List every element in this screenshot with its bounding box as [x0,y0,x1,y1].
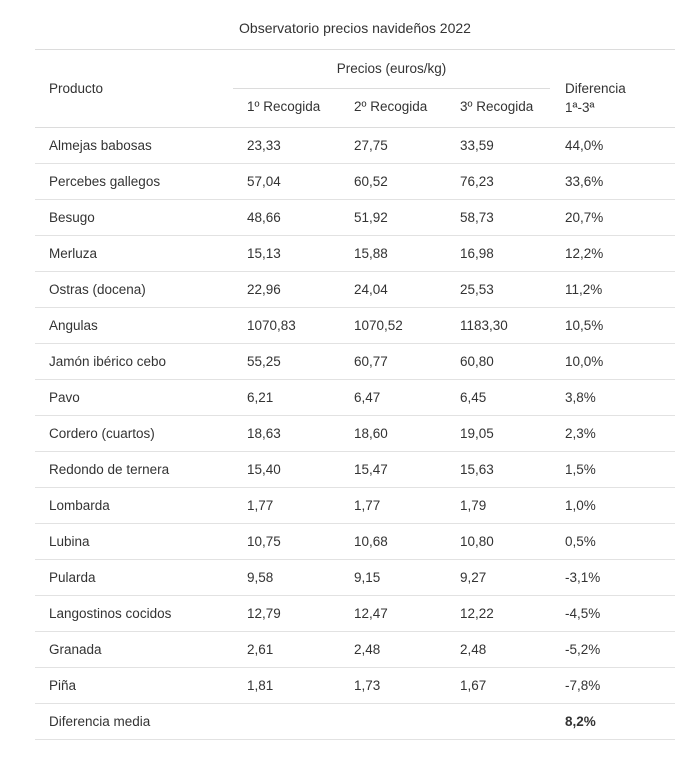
cell-recogida-1: 57,04 [247,174,281,189]
cell-recogida-3: 16,98 [460,246,494,261]
cell-recogida-2: 60,52 [354,174,388,189]
cell-producto: Besugo [49,210,95,225]
cell-recogida-3: 76,23 [460,174,494,189]
cell-recogida-3: 25,53 [460,282,494,297]
divider [233,88,550,89]
cell-recogida-3: 6,45 [460,390,487,405]
cell-diferencia: 1,0% [565,498,596,513]
cell-recogida-1: 15,40 [247,462,281,477]
table-row [35,164,675,200]
table-row [35,416,675,452]
header-recogida-2: 2º Recogida [354,99,428,114]
cell-recogida-1: 22,96 [247,282,281,297]
cell-recogida-3: 15,63 [460,462,494,477]
header-producto: Producto [49,81,104,96]
cell-recogida-2: 1,73 [354,678,381,693]
cell-recogida-3: 1,67 [460,678,487,693]
divider [35,49,675,50]
header-diferencia: Diferencia [565,81,626,96]
cell-recogida-2: 24,04 [354,282,388,297]
cell-producto: Percebes gallegos [49,174,161,189]
header-recogida-3: 3º Recogida [460,99,534,114]
cell-diferencia: 0,5% [565,534,596,549]
cell-diferencia: 2,3% [565,426,596,441]
table-body [35,128,675,740]
cell-producto: Pavo [49,390,80,405]
cell-recogida-3: 12,22 [460,606,494,621]
cell-diferencia: 10,0% [565,354,604,369]
cell-recogida-2: 9,15 [354,570,381,585]
cell-recogida-3: 10,80 [460,534,494,549]
cell-recogida-2: 10,68 [354,534,388,549]
table-row [35,380,675,416]
cell-diferencia: 11,2% [565,282,603,297]
cell-recogida-3: 2,48 [460,642,487,657]
cell-recogida-2: 27,75 [354,138,388,153]
cell-diferencia: -3,1% [565,570,601,585]
table-row [35,236,675,272]
cell-recogida-1: 1070,83 [247,318,296,333]
cell-recogida-2: 2,48 [354,642,381,657]
cell-producto: Angulas [49,318,98,333]
cell-producto: Langostinos cocidos [49,606,172,621]
cell-producto: Lombarda [49,498,110,513]
cell-recogida-3: 58,73 [460,210,494,225]
cell-producto: Ostras (docena) [49,282,146,297]
cell-recogida-2: 51,92 [354,210,388,225]
cell-diferencia: 33,6% [565,174,604,189]
cell-recogida-1: 1,81 [247,678,274,693]
footer-value: 8,2% [565,714,596,729]
cell-recogida-1: 10,75 [247,534,281,549]
cell-producto: Almejas babosas [49,138,152,153]
cell-recogida-2: 1,77 [354,498,381,513]
cell-producto: Granada [49,642,102,657]
table-row [35,488,675,524]
cell-diferencia: -5,2% [565,642,601,657]
cell-recogida-3: 33,59 [460,138,494,153]
table-row [35,452,675,488]
cell-diferencia: 1,5% [565,462,596,477]
cell-producto: Pularda [49,570,96,585]
cell-recogida-1: 48,66 [247,210,281,225]
cell-recogida-1: 15,13 [247,246,281,261]
cell-diferencia: 3,8% [565,390,596,405]
cell-diferencia: -4,5% [565,606,601,621]
table-row [35,560,675,596]
cell-recogida-1: 1,77 [247,498,274,513]
cell-recogida-1: 23,33 [247,138,281,153]
cell-recogida-1: 9,58 [247,570,274,585]
footer-label: Diferencia media [49,714,151,729]
cell-diferencia: 20,7% [565,210,604,225]
header-recogida-1: 1º Recogida [247,99,321,114]
cell-recogida-3: 60,80 [460,354,494,369]
cell-recogida-2: 15,47 [354,462,388,477]
cell-recogida-1: 6,21 [247,390,274,405]
cell-recogida-2: 6,47 [354,390,381,405]
cell-producto: Cordero (cuartos) [49,426,155,441]
table-row [35,128,675,164]
cell-producto: Redondo de ternera [49,462,170,477]
table-row [35,272,675,308]
table-title: Observatorio precios navideños 2022 [239,20,471,36]
table-row [35,632,675,668]
cell-recogida-2: 15,88 [354,246,388,261]
cell-recogida-1: 55,25 [247,354,281,369]
cell-recogida-1: 2,61 [247,642,274,657]
header-precios: Precios (euros/kg) [336,61,447,76]
table-row [35,668,675,704]
cell-producto: Merluza [49,246,98,261]
table-row [35,596,675,632]
table-row [35,344,675,380]
cell-recogida-2: 60,77 [354,354,388,369]
table-row [35,200,675,236]
cell-recogida-1: 18,63 [247,426,281,441]
cell-diferencia: 44,0% [565,138,604,153]
cell-producto: Jamón ibérico cebo [49,354,167,369]
cell-recogida-3: 1183,30 [460,318,508,333]
cell-recogida-1: 12,79 [247,606,281,621]
cell-recogida-2: 18,60 [354,426,388,441]
cell-recogida-3: 1,79 [460,498,487,513]
header-diferencia-sub: 1ª-3ª [565,100,595,115]
table-row [35,308,675,344]
cell-producto: Lubina [49,534,90,549]
cell-recogida-2: 12,47 [354,606,388,621]
cell-diferencia: -7,8% [565,678,601,693]
table-footer-row [35,704,675,740]
cell-producto: Piña [49,678,77,693]
cell-recogida-3: 19,05 [460,426,494,441]
cell-diferencia: 10,5% [565,318,604,333]
cell-diferencia: 12,2% [565,246,604,261]
cell-recogida-3: 9,27 [460,570,487,585]
cell-recogida-2: 1070,52 [354,318,403,333]
table-row [35,524,675,560]
